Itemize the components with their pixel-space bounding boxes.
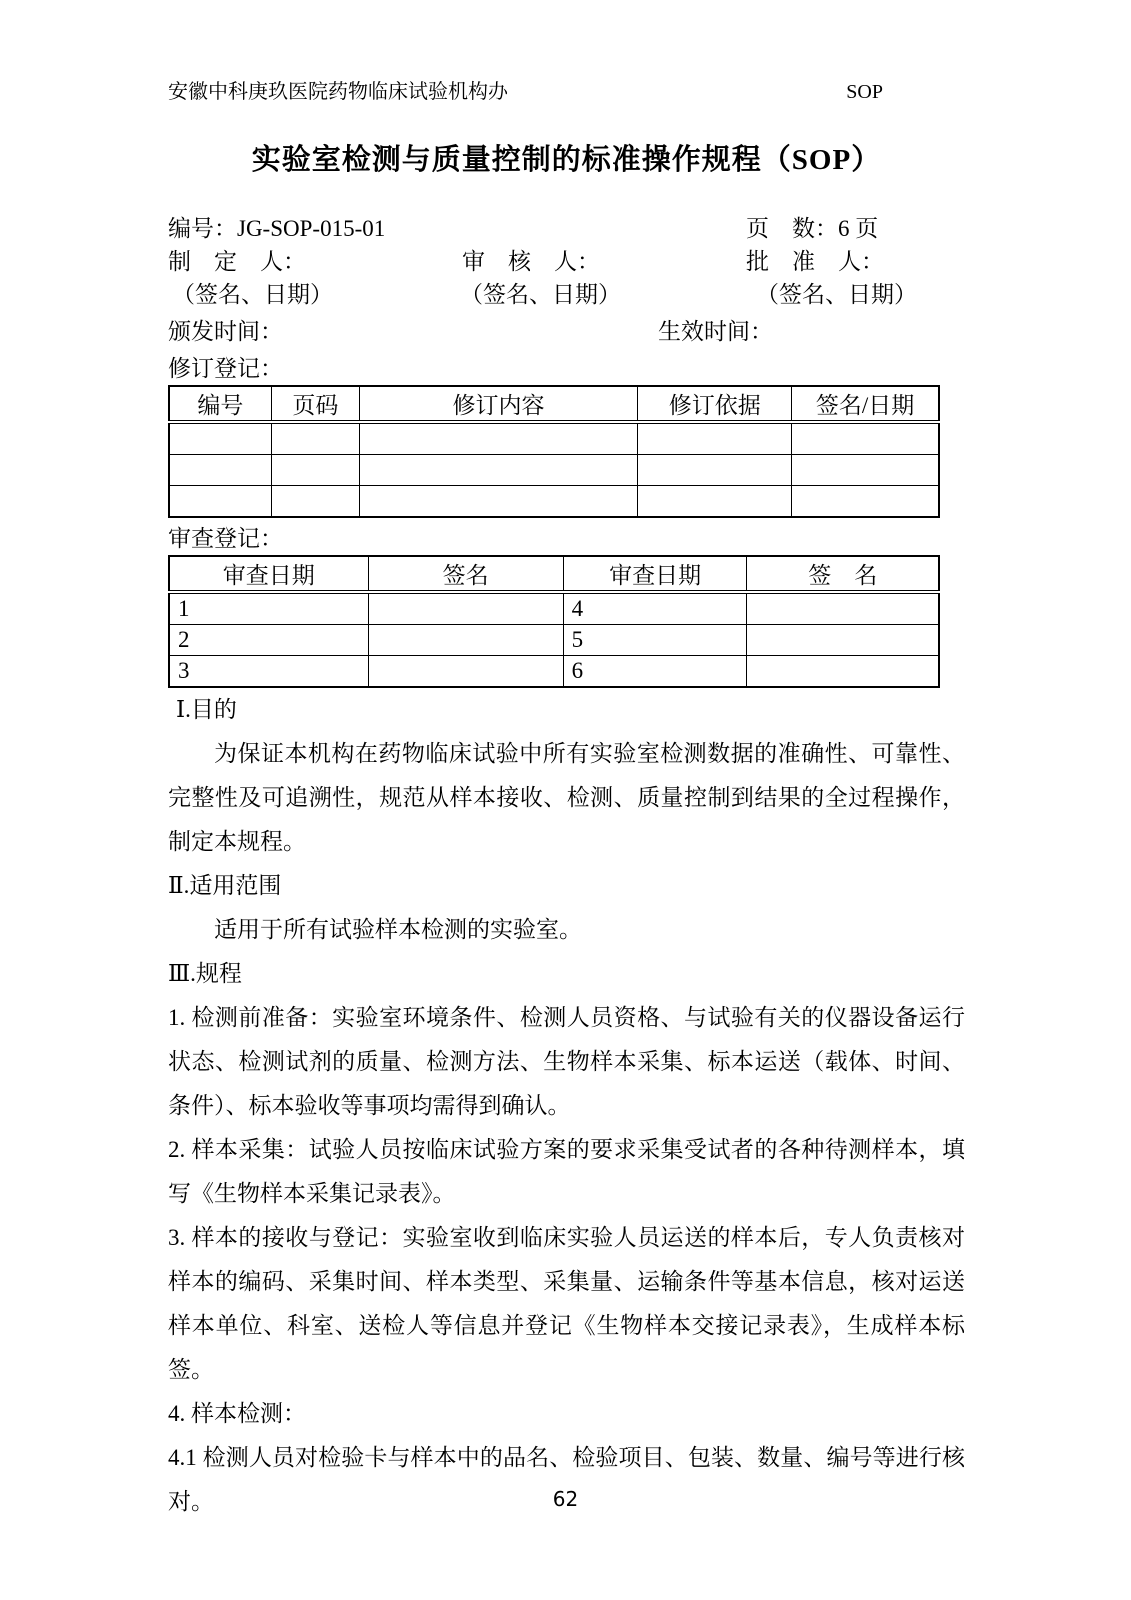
approver-sign-note: （签名、日期） [756, 282, 917, 307]
table-cell: 5 [563, 625, 747, 656]
doc-number: 编号：JG-SOP-015-01 [168, 216, 386, 241]
document-body [168, 688, 965, 1524]
reviewer-sign-note: （签名、日期） [460, 282, 621, 307]
procedure-step-2: 2. 样本采集：试验人员按临床试验方案的要求采集受试者的各种待测样本，填写《生物样本采集记录表》。 [168, 1137, 965, 1206]
table-cell: 4 [563, 592, 747, 625]
table-cell [747, 625, 939, 656]
table-row [169, 455, 939, 486]
table-header-cell: 审查日期 [169, 556, 368, 592]
scope-paragraph: 适用于所有试验样本检测的实验室。 [214, 917, 582, 942]
table-header-row [169, 556, 939, 592]
document-meta [168, 212, 965, 348]
document-title: 实验室检测与质量控制的标准操作规程（SOP） [251, 144, 882, 176]
table-row [169, 486, 939, 518]
table-header-row [169, 386, 939, 422]
table-header-cell: 页码 [271, 386, 359, 422]
header-institution-text: 安徽中科庚玖医院药物临床试验机构办 [168, 81, 508, 103]
procedure-step-1: 1. 检测前准备：实验室环境条件、检测人员资格、与试验有关的仪器设备运行状态、检测试剂的质量、检测方法、生物样本采集、标本运送（载体、时间、条件）、标本验收等事项均需得到确认。 [168, 1005, 965, 1118]
table-cell [271, 455, 359, 486]
meta-line-1 [168, 212, 965, 245]
table-cell [747, 592, 939, 625]
table-cell: 1 [169, 592, 368, 625]
table-cell [638, 455, 792, 486]
table-cell: 6 [563, 656, 747, 688]
table-cell [747, 656, 939, 688]
table-cell [368, 625, 563, 656]
revision-table-caption: 修订登记： [168, 356, 283, 381]
effective-time-label: 生效时间： [658, 319, 773, 344]
table-header-cell: 修订内容 [359, 386, 637, 422]
table-header-cell: 签 名 [747, 556, 939, 592]
table-row [169, 422, 939, 455]
procedure-step-4: 4. 样本检测： [168, 1401, 306, 1426]
meta-line-2 [168, 245, 965, 278]
procedure-step-3: 3. 样本的接收与登记：实验室收到临床实验人员运送的样本后，专人负责核对样本的编码、采集时间、样本类型、采集量、运输条件等基本信息，核对运送样本单位、科室、送检人等信息并登记《生物样本交接记录表》，生成样本标签。 [168, 1225, 965, 1382]
header-sop-text: SOP [846, 81, 883, 103]
table-row [169, 656, 939, 688]
table-header-cell: 签名/日期 [792, 386, 939, 422]
table-cell [638, 486, 792, 518]
meta-line-3 [168, 278, 965, 311]
table-cell [169, 486, 271, 518]
drafter-sign-note: （签名、日期） [172, 282, 333, 307]
table-cell [792, 422, 939, 455]
table-cell: 2 [169, 625, 368, 656]
table-row [169, 625, 939, 656]
table-cell [792, 486, 939, 518]
review-table [168, 555, 940, 688]
approver-label: 批 准 人： [746, 249, 884, 274]
page-count: 页 数：6 页 [746, 216, 879, 241]
table-header-cell: 签名 [368, 556, 563, 592]
table-cell [359, 422, 637, 455]
table-header-cell: 修订依据 [638, 386, 792, 422]
page-header [168, 78, 965, 106]
table-cell [359, 486, 637, 518]
table-cell [368, 592, 563, 625]
revision-table [168, 385, 940, 518]
drafter-label: 制 定 人： [168, 249, 306, 274]
table-cell [359, 455, 637, 486]
table-cell [271, 486, 359, 518]
purpose-paragraph: 为保证本机构在药物临床试验中所有实验室检测数据的准确性、可靠性、完整性及可追溯性，规范从样本接收、检测、质量控制到结果的全过程操作，制定本规程。 [168, 741, 965, 854]
table-header-cell: 审查日期 [563, 556, 747, 592]
table-cell [792, 455, 939, 486]
page-number: 62 [552, 1487, 579, 1511]
table-cell: 3 [169, 656, 368, 688]
section-heading-procedure: Ⅲ.规程 [168, 961, 242, 986]
procedure-step-4-1: 4.1 检测人员对检验卡与样本中的品名、检验项目、包装、数量、编号等进行核对。 [168, 1445, 965, 1514]
table-row [169, 592, 939, 625]
review-table-caption: 审查登记： [168, 526, 283, 551]
table-cell [169, 422, 271, 455]
reviewer-label: 审 核 人： [462, 249, 600, 274]
table-cell [169, 455, 271, 486]
table-cell [368, 656, 563, 688]
meta-line-4 [168, 315, 965, 348]
section-heading-purpose: Ⅰ.目的 [176, 697, 237, 722]
table-header-cell: 编号 [169, 386, 271, 422]
section-heading-scope: Ⅱ.适用范围 [168, 873, 282, 898]
table-cell [271, 422, 359, 455]
issue-time-label: 颁发时间： [168, 319, 283, 344]
table-cell [638, 422, 792, 455]
